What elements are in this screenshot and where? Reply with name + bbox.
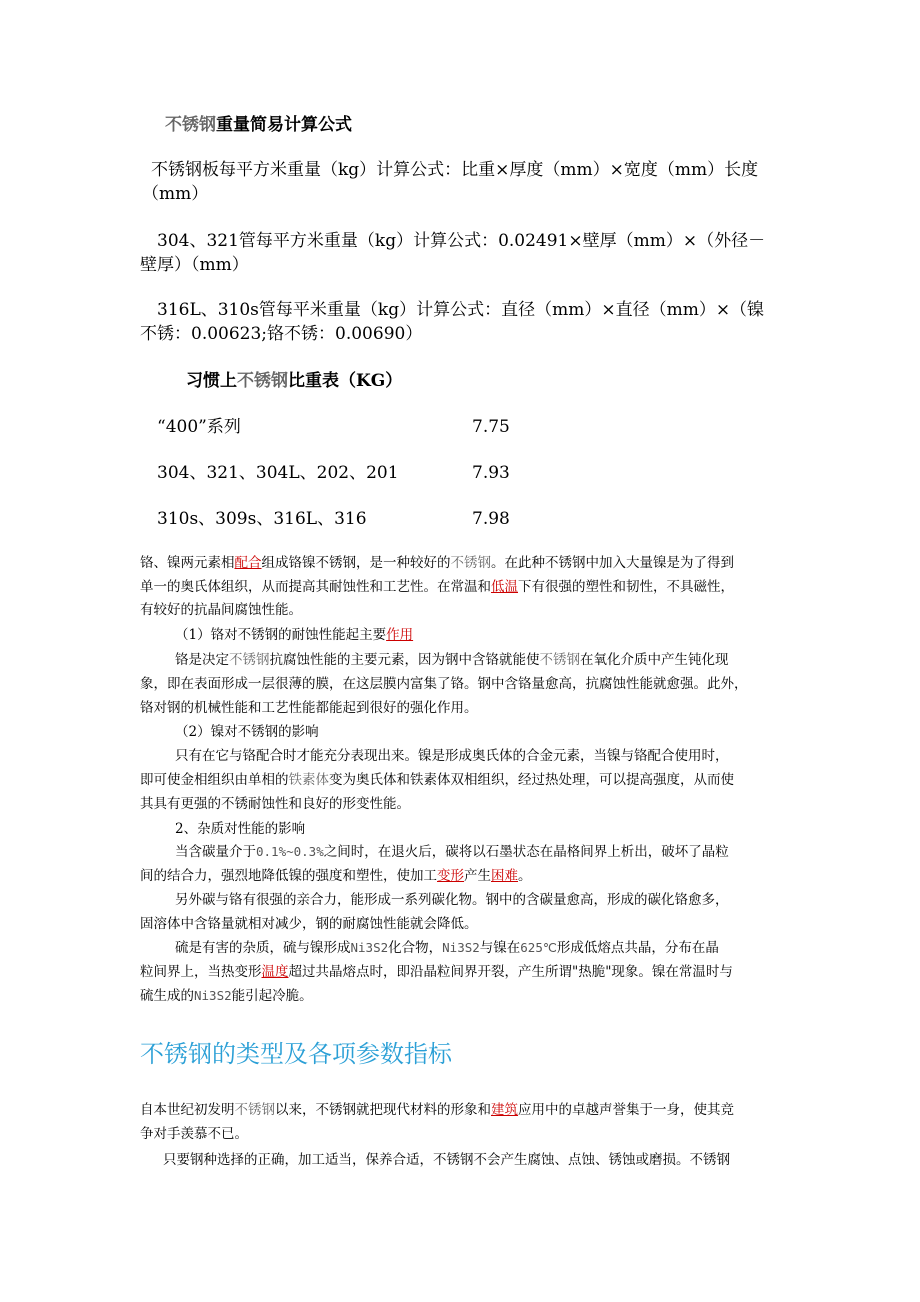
keyword-stainless: 不锈钢 xyxy=(234,1102,275,1118)
text: 硫生成的 xyxy=(140,988,194,1004)
keyword-ferrite: 铁素体 xyxy=(288,772,329,788)
text: 产生 xyxy=(464,868,491,884)
para-chromium-line3: 铬对钢的机械性能和工艺性能都能起到很好的强化作用。 xyxy=(140,700,478,716)
text: 以来，不锈钢就把现代材料的形象和 xyxy=(275,1102,491,1118)
compound-ni3s2: Ni3S2 xyxy=(350,940,389,955)
para-sulfur-line2 xyxy=(140,961,733,983)
density-value: 7.75 xyxy=(472,417,510,437)
keyword-stainless: 不锈钢 xyxy=(450,555,491,571)
text: 之间时，在退火后，碳将以石墨状态在晶格间界上析出，破坏了晶粒 xyxy=(323,844,729,860)
formula-sheet-line1: 不锈钢板每平方米重量（kg）计算公式：比重×厚度（mm）×宽度（mm）长度 xyxy=(151,160,759,180)
para-carbon-line1 xyxy=(175,841,729,863)
text: 组成铬镍不锈钢，是一种较好的 xyxy=(261,555,451,571)
density-grade: 304、321、304L、202、201 xyxy=(157,463,399,483)
link-peihe[interactable]: 配合 xyxy=(234,555,262,571)
para-carbide-line1: 另外碳与铬有很强的亲合力，能形成一系列碳化物。钢中的含碳量愈高，形成的碳化铬愈多， xyxy=(175,892,729,908)
density-table-title xyxy=(186,369,402,393)
text: 单一的奥氏体组织，从而提高其耐蚀性和工艺性。在常温和 xyxy=(140,579,491,595)
density-value: 7.93 xyxy=(472,463,510,483)
para-chromium-line2: 象，即在表面形成一层很薄的膜，在这层膜内富集了铬。钢中含铬量愈高，抗腐蚀性能就愈强。此外， xyxy=(140,676,748,692)
text: 应用中的卓越声誉集于一身，使其竞 xyxy=(518,1102,734,1118)
formula-title xyxy=(165,113,352,137)
para-nickel-line2 xyxy=(140,769,734,791)
text: 硫是有害的杂质，硫与镍形成 xyxy=(175,940,351,956)
temperature-625: 625℃ xyxy=(520,940,557,955)
link-kunnan[interactable]: 困难 xyxy=(491,868,518,884)
link-bianxing[interactable]: 变形 xyxy=(437,868,464,884)
section-impurity-heading: 2、杂质对性能的影响 xyxy=(175,821,306,837)
para-history-line1 xyxy=(140,1099,734,1121)
text: 当含碳量介于 xyxy=(175,844,256,860)
formula-pipe-316-line1: 316L、310s管每平米重量（kg）计算公式：直径（mm）×直径（mm）×（镍 xyxy=(157,300,765,320)
text: 铬、镍两元素相 xyxy=(140,555,235,571)
carbon-range: 0.1%~0.3% xyxy=(256,844,324,859)
text: 。 xyxy=(518,868,532,884)
text: 能引起冷脆。 xyxy=(231,988,313,1004)
text: 铬是决定 xyxy=(175,652,229,668)
section-nickel-heading: （2）镍对不锈钢的影响 xyxy=(175,724,319,740)
keyword-stainless: 不锈钢 xyxy=(229,652,270,668)
text: 在氧化介质中产生钝化现 xyxy=(580,652,729,668)
para-chromium-nickel-line1 xyxy=(140,552,734,574)
text: 下有很强的塑性和韧性，不具磁性， xyxy=(518,579,734,595)
text: 超过共晶熔点时，即沿晶粒间界开裂，产生所谓"热脆"现象。镍在常温时与 xyxy=(288,964,733,980)
formula-sheet-line2: （mm） xyxy=(142,184,209,204)
text: 粒间界上，当热变形 xyxy=(140,964,262,980)
para-sulfur-line1 xyxy=(175,937,719,959)
text: 抗腐蚀性能的主要元素，因为钢中含铬就能使 xyxy=(269,652,540,668)
link-wendu[interactable]: 温度 xyxy=(261,964,289,980)
para-carbide-line2: 固溶体中含铬量就相对减少，钢的耐腐蚀性能就会降低。 xyxy=(140,916,478,932)
formula-pipe-304-line1: 304、321管每平方米重量（kg）计算公式：0.02491×壁厚（mm）×（外径－ xyxy=(157,231,766,251)
text: 形成低熔点共晶，分布在晶 xyxy=(556,940,719,956)
para-nickel-line1: 只有在它与铬配合时才能充分表现出来。镍是形成奥氏体的合金元素，当镍与铬配合使用时， xyxy=(175,748,729,764)
formula-title-rest: 重量简易计算公式 xyxy=(216,115,352,135)
density-title-part-a: 习惯上 xyxy=(186,371,237,391)
para-carbon-line2 xyxy=(140,865,532,887)
para-nickel-line3: 其具有更强的不锈耐蚀性和良好的形变性能。 xyxy=(140,796,410,812)
text: 间的结合力，强烈地降低镍的强度和塑性，使加工 xyxy=(140,868,437,884)
text: 与镍在 xyxy=(479,940,521,956)
link-zuoyong[interactable]: 作用 xyxy=(386,627,414,643)
para-selection-line1: 只要钢种选择的正确，加工适当，保养合适，不锈钢不会产生腐蚀、点蚀、锈蚀或磨损。不锈钢 xyxy=(163,1152,730,1168)
para-chromium-line1 xyxy=(175,649,729,671)
formula-pipe-316-line2: 不锈：0.00623;铬不锈：0.00690） xyxy=(140,324,423,344)
para-chromium-nickel-line3: 有较好的抗晶间腐蚀性能。 xyxy=(140,602,302,618)
section-chromium-heading xyxy=(175,624,413,646)
compound-ni3s2: Ni3S2 xyxy=(442,940,480,955)
density-title-keyword: 不锈钢 xyxy=(237,371,288,391)
link-diwen[interactable]: 低温 xyxy=(491,579,518,595)
density-grade: “400”系列 xyxy=(157,417,241,437)
density-grade: 310s、309s、316L、316 xyxy=(157,509,367,529)
text: （1）铬对不锈钢的耐蚀性能起主要 xyxy=(175,627,387,643)
density-title-part-c: 比重表（KG） xyxy=(288,371,403,391)
formula-title-keyword: 不锈钢 xyxy=(165,115,216,135)
text: 化合物， xyxy=(388,940,443,956)
text: 即可使金相组织由单相的 xyxy=(140,772,289,788)
para-sulfur-line3 xyxy=(140,985,313,1007)
text: 变为奥氏体和铁素体双相组织，经过热处理，可以提高强度，从而使 xyxy=(329,772,734,788)
para-history-line2: 争对手羡慕不已。 xyxy=(140,1126,248,1142)
text: 。在此种不锈钢中加入大量镍是为了得到 xyxy=(491,555,734,571)
density-value: 7.98 xyxy=(472,509,510,529)
link-jianzhu[interactable]: 建筑 xyxy=(491,1102,518,1118)
para-chromium-nickel-line2 xyxy=(140,576,734,598)
compound-ni3s2: Ni3S2 xyxy=(194,988,232,1003)
formula-pipe-304-line2: 壁厚）（mm） xyxy=(140,255,249,275)
section-heading-types: 不锈钢的类型及各项参数指标 xyxy=(140,1040,452,1068)
keyword-stainless: 不锈钢 xyxy=(539,652,580,668)
text: 自本世纪初发明 xyxy=(140,1102,235,1118)
